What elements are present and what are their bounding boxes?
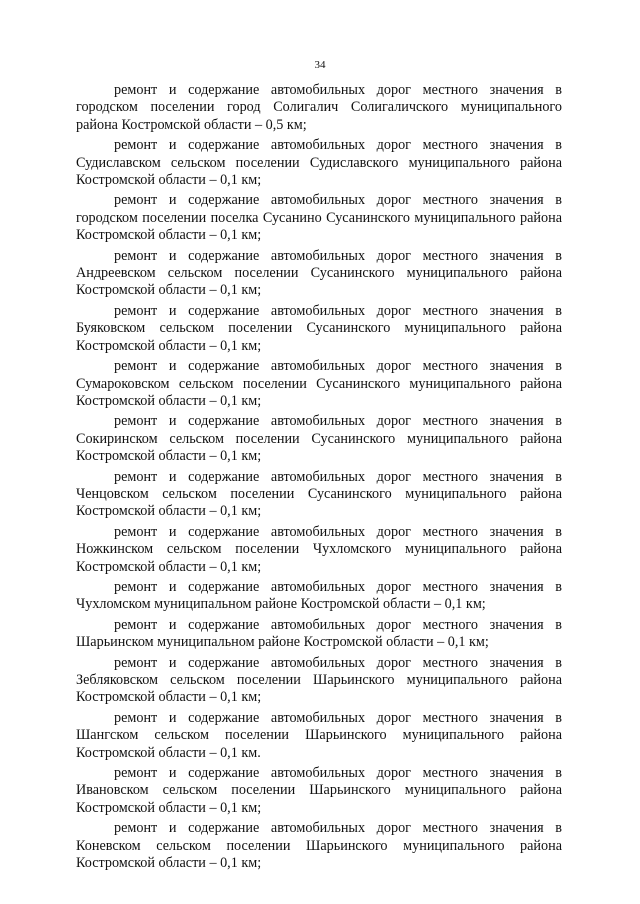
paragraph: ремонт и содержание автомобильных дорог местного значения в Коневском сельском поселении Шарьинского муниципального района Костромской области – 0,1 км; xyxy=(76,820,562,872)
paragraph: ремонт и содержание автомобильных дорог местного значения в Андреевском сельском поселении Сусанинского муниципального района Костромской области – 0,1 км; xyxy=(76,247,562,299)
paragraph: ремонт и содержание автомобильных дорог местного значения в Зебляковском сельском поселении Шарьинского муниципального района Костромской области – 0,1 км; xyxy=(76,654,562,706)
paragraph: ремонт и содержание автомобильных дорог местного значения в Чухломском муниципальном районе Костромской области – 0,1 км; xyxy=(76,578,562,613)
paragraph: ремонт и содержание автомобильных дорог местного значения в городском поселении поселка Сусанино Сусанинского муниципального района Костромской области – 0,1 км; xyxy=(76,192,562,244)
paragraph: ремонт и содержание автомобильных дорог местного значения в Буяковском сельском поселении Сусанинского муниципального района Костромской области – 0,1 км; xyxy=(76,302,562,354)
paragraph: ремонт и содержание автомобильных дорог местного значения в Ножкинском сельском поселении Чухломского муниципального района Костромской области – 0,1 км; xyxy=(76,523,562,575)
paragraph: ремонт и содержание автомобильных дорог местного значения в Судиславском сельском поселении Судиславского муниципального района Костромской области – 0,1 км; xyxy=(76,137,562,189)
paragraph: ремонт и содержание автомобильных дорог местного значения в Шангском сельском поселении Шарьинского муниципального района Костромской области – 0,1 км. xyxy=(76,709,562,761)
body-text xyxy=(76,82,562,875)
paragraph: ремонт и содержание автомобильных дорог местного значения в Ченцовском сельском поселении Сусанинского муниципального района Костромской области – 0,1 км; xyxy=(76,468,562,520)
paragraph: ремонт и содержание автомобильных дорог местного значения в Ивановском сельском поселении Шарьинского муниципального района Костромской области – 0,1 км; xyxy=(76,765,562,816)
paragraph: ремонт и содержание автомобильных дорог местного значения в городском поселении город Солигалич Солигаличского муниципального района Костромской области – 0,5 км; xyxy=(76,82,562,133)
paragraph: ремонт и содержание автомобильных дорог местного значения в Сокиринском сельском поселении Сусанинского муниципального района Костромской области – 0,1 км; xyxy=(76,413,562,465)
paragraph: ремонт и содержание автомобильных дорог местного значения в Сумароковском сельском поселении Сусанинского муниципального района Костромской области – 0,1 км; xyxy=(76,358,562,409)
page-number: 34 xyxy=(314,59,326,71)
paragraph: ремонт и содержание автомобильных дорог местного значения в Шарьинском муниципальном районе Костромской области – 0,1 км; xyxy=(76,616,562,651)
